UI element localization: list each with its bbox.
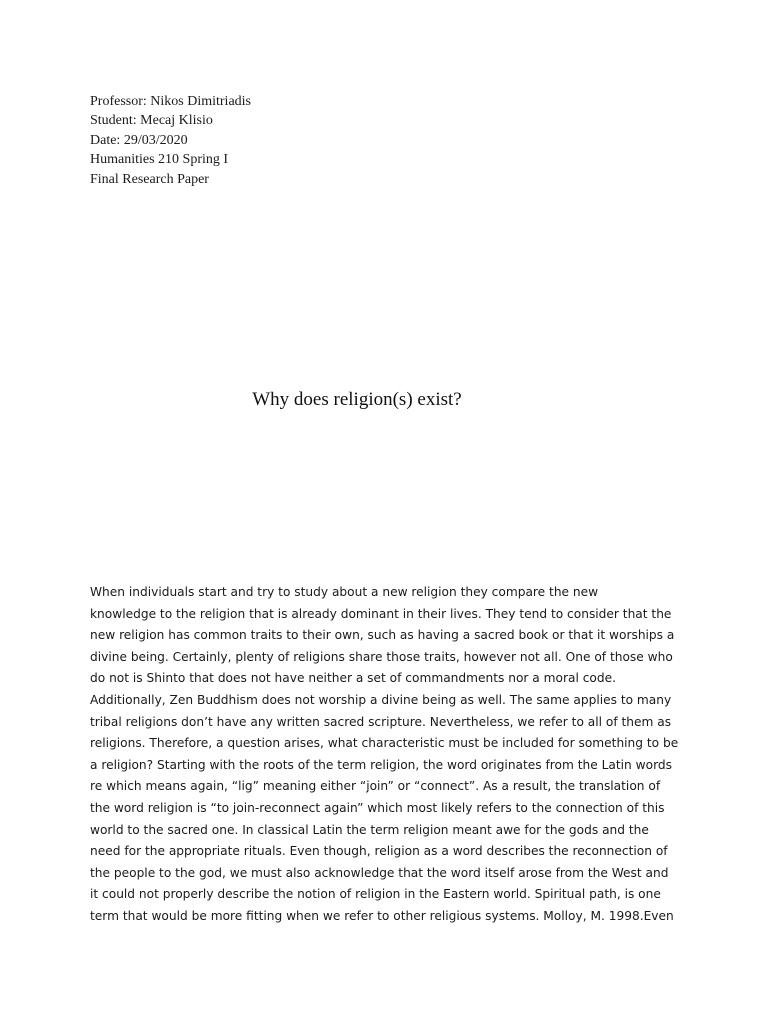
body-line: knowledge to the religion that is already dominant in their lives. They tend to consider that the	[90, 606, 672, 621]
body-line: Additionally, Zen Buddhism does not worship a divine being as well. The same applies to many	[90, 692, 672, 707]
body-line: world to the sacred one. In classical Latin the term religion meant awe for the gods and the	[90, 822, 649, 837]
body-line: religions. Therefore, a question arises, what characteristic must be included for something to be	[90, 736, 679, 751]
professor-line: Professor: Nikos Dimitriadis	[90, 94, 251, 109]
body-line: need for the appropriate rituals. Even though, religion as a word describes the reconnection of	[90, 844, 668, 859]
assignment-line: Final Research Paper	[90, 171, 209, 187]
body-line: new religion has common traits to their own, such as having a sacred book or that it worships a	[90, 628, 675, 643]
body-paragraph	[90, 582, 680, 928]
body-line: tribal religions don’t have any written sacred scripture. Nevertheless, we refer to all of them as	[90, 714, 672, 729]
course-line: Humanities 210 Spring I	[90, 152, 229, 168]
date-line: Date: 29/03/2020	[90, 132, 188, 148]
body-line: When individuals start and try to study about a new religion they compare the new	[90, 585, 599, 599]
body-line: do not is Shinto that does not have neither a set of commandments nor a moral code.	[90, 671, 616, 686]
body-line: a religion? Starting with the roots of the term religion, the word originates from the Latin words	[90, 757, 672, 772]
student-line: Student: Mecaj Klisio	[90, 113, 213, 129]
body-line: term that would be more fitting when we refer to other religious systems. Molloy, M. 1998.Even	[90, 908, 674, 923]
body-line: it could not properly describe the notion of religion in the Eastern world. Spiritual path, is one	[90, 887, 661, 902]
body-line: re which means again, “lig” meaning either “join” or “connect”. As a result, the translation of	[90, 779, 661, 794]
document-title: Why does religion(s) exist?	[252, 389, 462, 410]
body-line: divine being. Certainly, plenty of religions share those traits, however not all. One of those who	[90, 649, 673, 664]
body-line: the people to the god, we must also acknowledge that the word itself arose from the West and	[90, 865, 669, 880]
body-line: the word religion is “to join-reconnect again” which most likely refers to the connection of this	[90, 800, 665, 815]
header-block	[90, 92, 251, 189]
